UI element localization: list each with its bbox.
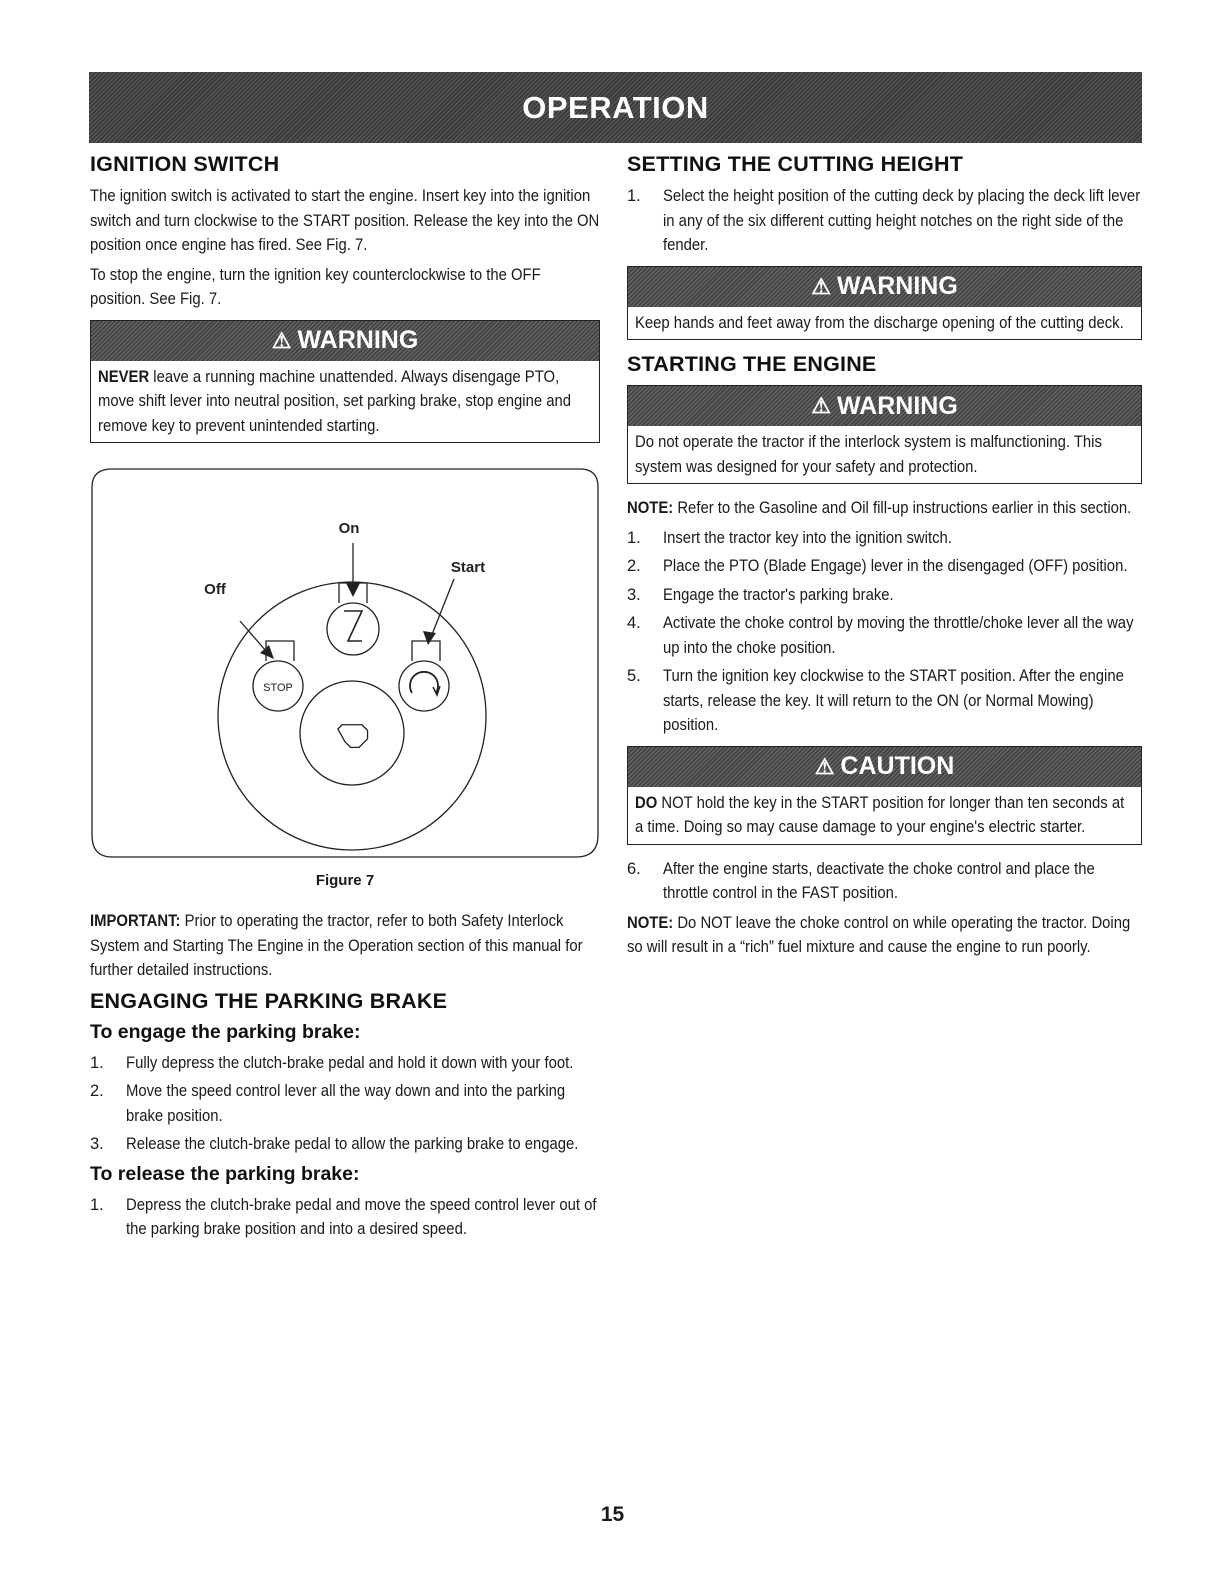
note-lead: NOTE:: [627, 499, 674, 517]
key-slot-circle: [300, 681, 404, 785]
caution-title: CAUTION: [840, 752, 955, 780]
right-column: [627, 152, 1142, 965]
on-label: On: [338, 520, 360, 537]
caution-text: NOT hold the key in the START position for longer than ten seconds at a time. Doing so may cause damage to your engine's electric starter.: [635, 793, 1125, 836]
left-column: [90, 152, 600, 1247]
banner-title: OPERATION: [522, 89, 709, 125]
caution-lead: DO: [635, 793, 658, 812]
ignition-switch-heading: IGNITION SWITCH: [90, 152, 280, 176]
list-item: 5. Turn the ignition key clockwise to the START position. After the engine starts, release the key. It will return to the ON (or Normal Mowing) position.: [627, 667, 1124, 734]
starting-engine-steps-continued: [627, 857, 1142, 906]
warning-box-discharge: [627, 266, 1142, 341]
release-brake-steps: [90, 1193, 600, 1242]
warning-header: [91, 321, 599, 361]
on-pointer-arrow: [346, 543, 360, 597]
list-item: 2. Place the PTO (Blade Engage) lever in the disengaged (OFF) position.: [627, 557, 1128, 575]
off-stop-icon: [253, 641, 303, 711]
warning-text: Keep hands and feet away from the discharge opening of the cutting deck.: [635, 313, 1124, 332]
starting-engine-heading: STARTING THE ENGINE: [627, 352, 877, 376]
important-text: Prior to operating the tractor, refer to both Safety Interlock System and Starting The Engine in the Operation section of this manual for further detailed instructions.: [90, 912, 583, 979]
warning-body: [628, 307, 1141, 340]
important-lead: IMPORTANT:: [90, 912, 181, 930]
release-brake-subheading: To release the parking brake:: [90, 1162, 360, 1185]
warning-title: WARNING: [297, 326, 419, 354]
warning-box-unattended: [90, 320, 600, 444]
caution-header: [628, 747, 1141, 787]
page-number: 15: [600, 1503, 625, 1526]
note-fill-up: [627, 496, 1141, 521]
warning-text: Do not operate the tractor if the interlock system is malfunctioning. This system was designed for your safety and protection.: [635, 433, 1102, 476]
warning-lead: NEVER: [98, 367, 150, 386]
ignition-paragraph-1: The ignition switch is activated to start the engine. Insert key into the ignition switch and turn clockwise to the START position. Release the key into the ON position once engine has fired. See Fig. 7.: [90, 187, 600, 254]
warning-title: WARNING: [836, 391, 958, 420]
warning-header: [628, 386, 1141, 426]
list-item: 1. Insert the tractor key into the ignition switch.: [627, 528, 952, 547]
note-text: Do NOT leave the choke control on while operating the tractor. Doing so will result in a “rich” fuel mixture and cause the engine to run poorly.: [627, 913, 1131, 956]
important-note: [90, 909, 599, 983]
list-item: 1. Select the height position of the cutting deck by placing the deck lift lever in any of the six different cutting height notches on the right side of the fender.: [627, 187, 1141, 254]
list-item: 3. Release the clutch-brake pedal to allow the parking brake to engage.: [90, 1135, 579, 1153]
dial-circle: [218, 582, 486, 850]
ignition-paragraph-2: To stop the engine, turn the ignition key counterclockwise to the OFF position. See Fig. 7.: [90, 265, 541, 308]
starting-engine-steps: [627, 526, 1142, 738]
warning-body: [91, 361, 599, 443]
warning-box-interlock: [627, 385, 1142, 484]
start-label: Start: [450, 559, 486, 576]
ignition-switch-illustration: [90, 461, 600, 866]
warning-triangle-icon: ⚠: [271, 327, 292, 353]
warning-header: [628, 267, 1141, 307]
note-choke: [627, 911, 1141, 960]
caution-triangle-icon: ⚠: [814, 753, 835, 779]
warning-triangle-icon: ⚠: [811, 273, 831, 299]
warning-triangle-icon: ⚠: [811, 393, 831, 418]
warning-text: leave a running machine unattended. Always disengage PTO, move shift lever into neutral position, set parking brake, stop engine and remove key to prevent unintended starting.: [98, 367, 572, 435]
engage-brake-subheading: To engage the parking brake:: [90, 1020, 361, 1043]
caution-box-starter: [627, 746, 1142, 845]
note-text: Refer to the Gasoline and Oil fill-up instructions earlier in this section.: [673, 499, 1132, 517]
note-lead: NOTE:: [627, 913, 674, 932]
list-item: 2. Move the speed control lever all the way down and into the parking brake position.: [90, 1082, 566, 1125]
off-label: Off: [204, 581, 226, 598]
section-banner: [89, 72, 1142, 143]
list-item: 3. Engage the tractor's parking brake.: [627, 585, 894, 604]
caution-body: [628, 787, 1141, 844]
key-slot-icon: [335, 715, 372, 752]
parking-brake-heading: ENGAGING THE PARKING BRAKE: [90, 988, 448, 1013]
figure-caption: Figure 7: [315, 872, 375, 889]
start-pointer-arrow: [423, 579, 454, 645]
cutting-height-steps: [627, 184, 1142, 258]
figure-7-ignition-diagram: [90, 461, 600, 866]
off-pointer-arrow: [240, 621, 274, 659]
engage-brake-steps: [90, 1051, 600, 1157]
list-item: 6. After the engine starts, deactivate the choke control and place the throttle control in the FAST position.: [627, 859, 1095, 902]
list-item: 4. Activate the choke control by moving the throttle/choke lever all the way up into the choke position.: [627, 614, 1134, 657]
warning-body: [628, 426, 1141, 483]
list-item: 1. Fully depress the clutch-brake pedal and hold it down with your foot.: [90, 1053, 574, 1072]
cutting-height-heading: SETTING THE CUTTING HEIGHT: [627, 152, 964, 176]
list-item: 1. Depress the clutch-brake pedal and move the speed control lever out of the parking brake position and into a desired speed.: [90, 1195, 597, 1238]
warning-title: WARNING: [836, 272, 958, 300]
stop-label: STOP: [263, 682, 293, 694]
start-position-icon: [399, 641, 449, 711]
